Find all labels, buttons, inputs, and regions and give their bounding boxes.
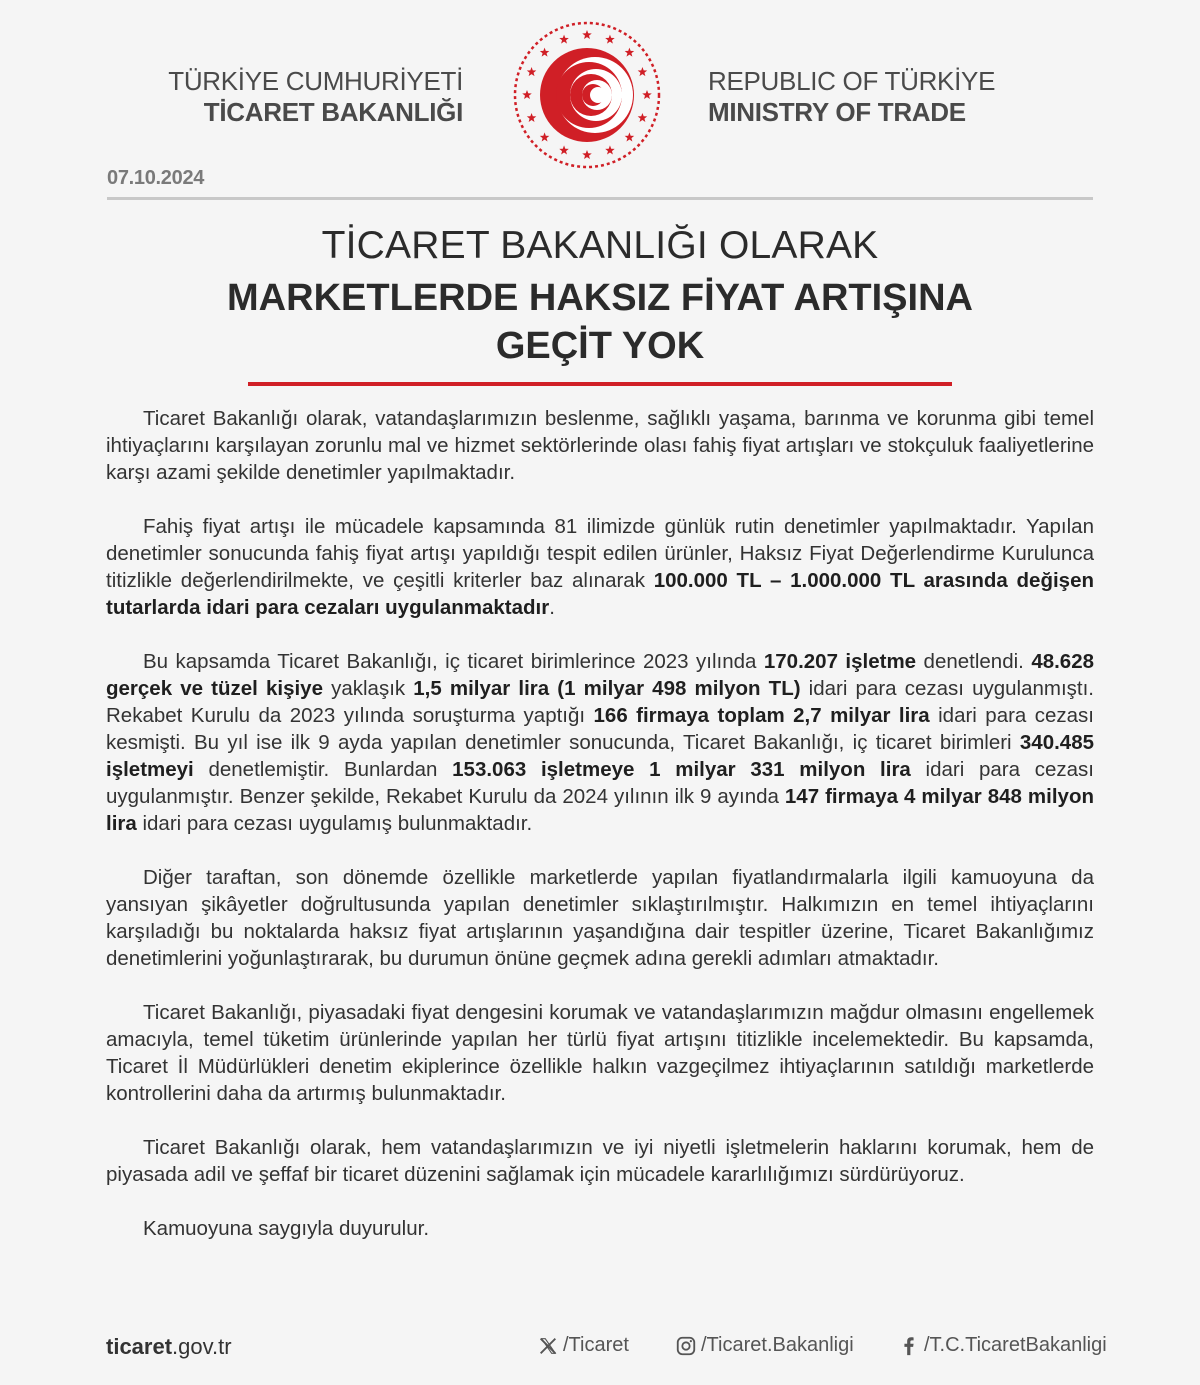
p3-text-e: yaklaşık (322, 677, 414, 700)
p3-text-a: Bu kapsamda Ticaret Bakanlığı, iç ticaret birimlerince 2023 yılında (143, 650, 764, 673)
emblem-star (540, 132, 550, 141)
p3-text-c: denetlendi. (916, 650, 1032, 673)
release-body (106, 405, 1094, 1269)
release-date: 07.10.2024 (107, 167, 205, 189)
emblem-star (582, 150, 592, 159)
emblem-star (582, 30, 592, 39)
emblem-star (527, 67, 537, 76)
p3-text-k: denetlemiştir. Bunlardan (193, 758, 453, 781)
p3-text-g: idari para cezası uygulanmıştı. Rekabet Kurulu da 2023 yılında soruşturma yaptığı (106, 677, 1094, 727)
paragraph-2-end: . (549, 596, 555, 619)
website-bold: ticaret (106, 1334, 173, 1359)
emblem-star (527, 113, 537, 122)
facebook-link[interactable] (898, 1334, 1107, 1357)
p3-emphasis-b: 170.207 işletme (763, 650, 917, 673)
emblem-star (642, 90, 652, 99)
footer (0, 1334, 1200, 1364)
instagram-icon (675, 1335, 697, 1357)
header-right-line2: MINISTRY OF TRADE (708, 97, 966, 127)
header-left-line2: TİCARET BAKANLIĞI (203, 97, 463, 127)
paragraph-3 (106, 648, 1094, 837)
paragraph-7: Kamuoyuna saygıyla duyurulur. (143, 1217, 430, 1240)
x-link[interactable] (537, 1334, 629, 1357)
emblem-star (638, 67, 648, 76)
website-link[interactable] (106, 1334, 232, 1360)
header-left-block (168, 66, 463, 128)
emblem-star (638, 113, 648, 122)
p3-text-i: idari para cezası kesmişti. Bu yıl ise ilk 9 ayda yapılan denetimler sonucunda, Ticaret Bakanlığı, iç ticaret birimleri (106, 704, 1094, 754)
paragraph-2-text: Fahiş fiyat artışı ile mücadele kapsamında 81 ilimizde günlük rutin denetimler yapılmaktadır. Yapılan denetimler sonucunda fahiş fiyat artışı yapıldığı tespit edilen ürünler, Haksız Fiyat Değerlendirme Kurulunca titizlikle değerlendirilmekte, ve çeşitli kriterler baz alınarak (106, 515, 1094, 592)
title-divider (248, 382, 952, 386)
paragraph-2-emphasis: 100.000 TL – 1.000.000 TL arasında değişen tutarlarda idari para cezaları uygulanmaktadır (106, 569, 1094, 619)
p3-emphasis-d: 48.628 gerçek ve tüzel kişiye (106, 650, 1095, 700)
paragraph-6: Ticaret Bakanlığı olarak, hem vatandaşlarımızın ve iyi niyetli işletmelerin haklarını korumak, hem de piyasada adil ve şeffaf bir ticaret düzenini sağlamak için mücadele kararlılığımızı sürdürüyoruz. (106, 1136, 1094, 1186)
facebook-handle: /T.C.TicaretBakanligi (924, 1334, 1107, 1356)
p3-emphasis-j: 340.485 işletmeyi (106, 731, 1094, 781)
date-divider (107, 197, 1093, 200)
header-right-line1: REPUBLIC OF TÜRKİYE (708, 66, 996, 96)
website-rest: .gov.tr (172, 1334, 232, 1359)
emblem-star (605, 35, 615, 44)
p3-emphasis-f: 1,5 milyar lira (1 milyar 498 milyon TL) (413, 677, 801, 700)
emblem-star (559, 145, 569, 154)
emblem-star (625, 132, 635, 141)
emblem-star (605, 145, 615, 154)
x-icon (537, 1335, 559, 1357)
p3-text-o: idari para cezası uygulamış bulunmaktadır. (136, 812, 533, 835)
emblem-star (522, 90, 532, 99)
paragraph-5: Ticaret Bakanlığı, piyasadaki fiyat dengesini korumak ve vatandaşlarımızın mağdur olmasını engellemek amacıyla, temel tüketim ürünlerinde yapılan her türlü fiyat artışını titizlikle incelemektedir. Bu kapsamda, Ticaret İl Müdürlükleri denetim ekiplerince özellikle halkın vazgeçilmez ihtiyaçlarının satıldığı marketlerde kontrollerini daha da artırmış bulunmaktadır. (106, 1001, 1094, 1105)
instagram-handle: /Ticaret.Bakanligi (701, 1334, 854, 1356)
emblem-star (625, 48, 635, 57)
header-left-line1: TÜRKİYE CUMHURİYETİ (168, 66, 463, 96)
p3-text-m: idari para cezası uygulanmıştır. Benzer şekilde, Rekabet Kurulu da 2024 yılının ilk 9 ayında (106, 758, 1094, 808)
header-right-block (708, 66, 995, 128)
title-line2: MARKETLERDE HAKSIZ FİYAT ARTIŞINA (227, 277, 973, 319)
paragraph-4: Diğer taraftan, son dönemde özellikle marketlerde yapılan fiyatlandırmalarla ilgili kamuoyuna da yansıyan şikâyetler doğrultusunda yapılan denetimler sıklaştırılmıştır. Halkımızın en temel ihtiyaçlarını karşıladığı bu noktalarda haksız fiyat artışlarının yaşandığına dair tespitler üzerine, Ticaret Bakanlığımız denetimlerini yoğunlaştırarak, bu durumun önüne geçmek adına gerekli adımları atmaktadır. (106, 866, 1094, 970)
paragraph-1: Ticaret Bakanlığı olarak, vatandaşlarımızın beslenme, sağlıklı yaşama, barınma ve korunma gibi temel ihtiyaçlarını karşılayan zorunlu mal ve hizmet sektörlerinde olası fahiş fiyat artışları ve stokçuluk faaliyetlerine karşı azami şekilde denetimler yapılmaktadır. (106, 407, 1094, 484)
p3-emphasis-n: 147 firmaya 4 milyar 848 milyon lira (106, 785, 1094, 835)
instagram-link[interactable] (675, 1334, 854, 1357)
p3-emphasis-l: 153.063 işletmeye 1 milyar 331 milyon lira (452, 758, 911, 781)
title-line3: GEÇİT YOK (495, 325, 705, 367)
p3-emphasis-h: 166 firmaya toplam 2,7 milyar lira (593, 704, 930, 727)
title-line1: TİCARET BAKANLIĞI OLARAK (321, 224, 879, 267)
facebook-icon (898, 1335, 920, 1357)
emblem-star (540, 48, 550, 57)
paragraph-2 (106, 513, 1094, 621)
x-handle: /Ticaret (563, 1334, 629, 1356)
ministry-emblem-icon (512, 20, 662, 170)
emblem-star (559, 35, 569, 44)
